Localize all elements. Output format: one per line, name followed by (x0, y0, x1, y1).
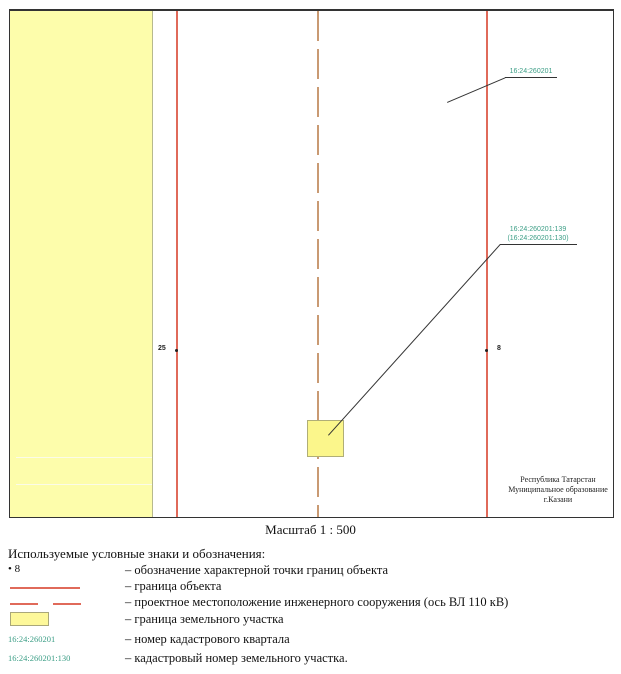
legend-text: – номер кадастрового квартала (125, 632, 290, 646)
land-parcel-large (10, 11, 153, 517)
map-frame (9, 9, 614, 518)
legend-item-point (8, 563, 618, 579)
point-marker-25 (175, 349, 178, 352)
legend-item-quarter-number (8, 632, 618, 648)
region-note-line2: Муниципальное образование (508, 485, 608, 494)
parcel-previous-number: (16:24:260201:130) (507, 235, 569, 242)
legend-item-parcel-boundary (8, 612, 618, 628)
region-note-line1: Республика Татарстан (520, 475, 596, 484)
land-parcel-small (307, 420, 344, 457)
quarter-number-sample: 16:24:260201 (8, 634, 56, 644)
yellow-box-icon (8, 612, 103, 628)
region-note (498, 475, 614, 505)
scale-label: Масштаб 1 : 500 (265, 522, 356, 537)
legend-text: – обозначение характерной точки границ объекта (125, 563, 389, 577)
quarter-label-underline (505, 77, 557, 78)
solid-line-icon (8, 579, 103, 595)
parcel-cadastral-label (498, 225, 578, 243)
point-marker-8 (485, 349, 488, 352)
parcel-inner-line (16, 457, 152, 458)
legend-title: Используемые условные знаки и обозначения: (8, 546, 266, 561)
parcel-inner-line (16, 484, 152, 485)
cadastral-quarter-label: 16:24:260201 (509, 68, 553, 75)
legend-item-parcel-number (8, 651, 618, 667)
parcel-number-sample: 16:24:260201:130 (8, 653, 71, 663)
legend-item-object-boundary (8, 579, 618, 595)
parcel-leader-line (328, 244, 501, 436)
object-boundary-left (176, 11, 178, 517)
region-note-line3: г.Казани (543, 495, 573, 504)
parcel-number: 16:24:260201:139 (509, 226, 567, 233)
legend-text: – кадастровый номер земельного участка. (125, 651, 348, 665)
point-symbol-icon: • 8 (8, 563, 21, 575)
quarter-leader-line (447, 77, 505, 103)
object-boundary-right (486, 11, 488, 517)
point-label-8: 8 (497, 345, 501, 352)
parcel-label-underline (500, 244, 577, 245)
point-label-25: 25 (158, 345, 166, 352)
legend-text: – граница земельного участка (125, 612, 284, 626)
dashed-line-icon (8, 595, 103, 611)
legend-text: – граница объекта (125, 579, 222, 593)
legend-item-project-axis (8, 595, 618, 611)
legend-text: – проектное местоположение инженерного сооружения (ось ВЛ 110 кВ) (125, 595, 509, 609)
